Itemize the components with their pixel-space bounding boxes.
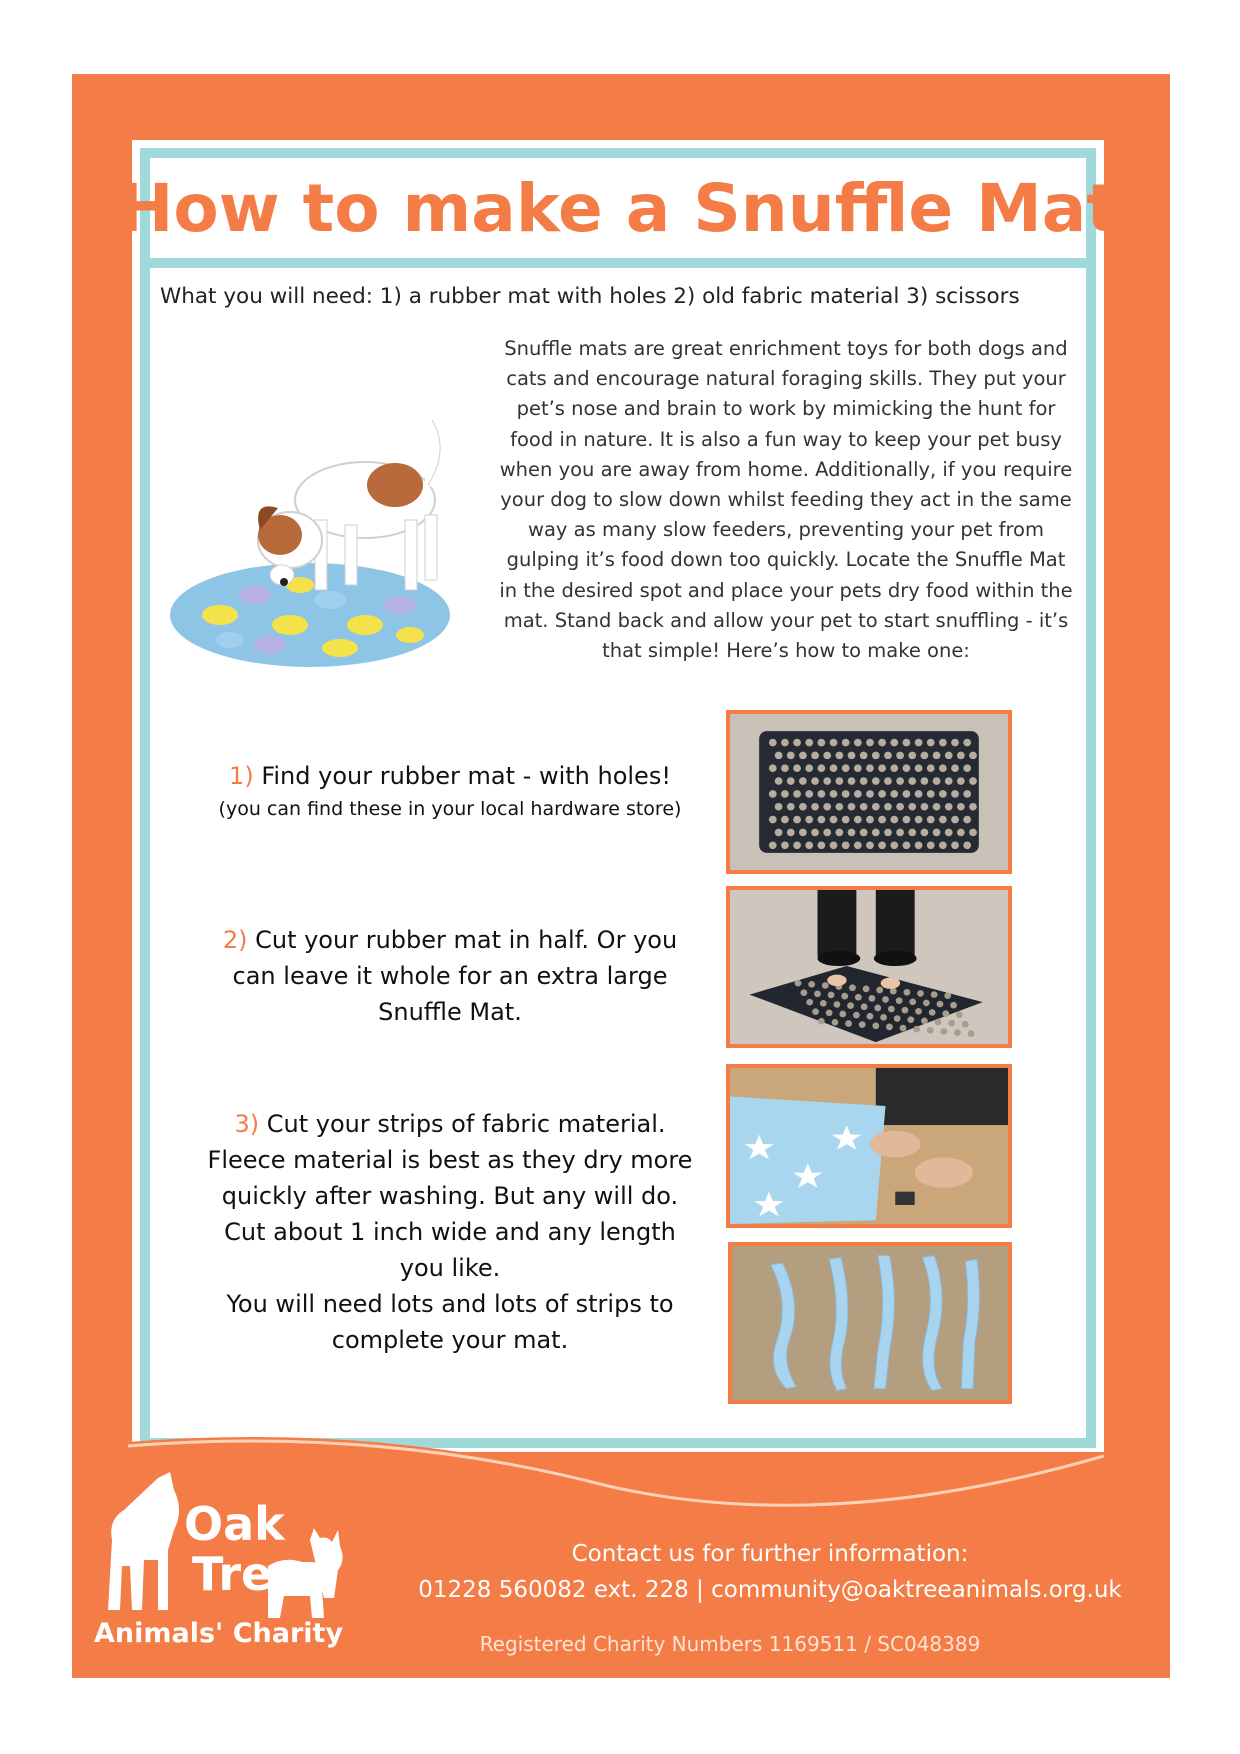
step-text: Cut your strips of fabric material. Fleece material is best as they dry more quickly after washing. But any will do. Cut about 1 inch wide and any length you like.: [207, 1110, 693, 1282]
cutting-mat-photo: [726, 886, 1012, 1048]
dog: [258, 420, 440, 590]
horse-silhouette-icon: [108, 1472, 179, 1610]
step-note: (you can find these in your local hardware store): [218, 798, 682, 820]
step-text: Find your rubber mat - with holes!: [261, 762, 671, 790]
page-title: How to make a Snuffle Mat: [118, 169, 1118, 247]
cutting-fabric-photo: [726, 1064, 1012, 1228]
logo-text-oak: Oak: [184, 1497, 285, 1551]
contact-phone: 01228 560082 ext. 228: [418, 1577, 689, 1603]
contact-email-link[interactable]: community@oaktreeanimals.org.uk: [711, 1577, 1122, 1603]
logo-text-tree: Tree: [192, 1547, 304, 1601]
intro-paragraph: Snuffle mats are great enrichment toys for both dogs and cats and encourage natural foraging skills. They put your pet’s nose and brain to work by mimicking the hunt for food in nature. It is also a fun way to keep your pet busy when you are away from home. Additionally, if you require your dog to slow down whilst feeding they act in the same way as many slow feeders, preventing your pet from gulping it’s food down too quickly. Locate the Snuffle Mat in the desired spot and place your pets dry food within the mat. Stand back and allow your pet to start snuffling - it’s that simple! Here’s how to make one:: [499, 337, 1073, 663]
materials-list: What you will need: 1) a rubber mat with holes 2) old fabric material 3) scissors: [160, 284, 1020, 309]
step-1: [200, 758, 700, 824]
contact-heading: Contact us for further information:: [571, 1541, 969, 1567]
logo-text-charity: Animals' Charity: [94, 1618, 344, 1649]
oak-tree-logo: [88, 1470, 360, 1656]
step-text: Cut your rubber mat in half. Or you can leave it whole for an extra large Snuffle Mat.: [232, 926, 678, 1026]
contact-info: [380, 1536, 1160, 1608]
fabric-strips-photo: [728, 1242, 1012, 1404]
rubber-mat-photo: [726, 710, 1012, 874]
step-number: 1): [229, 762, 254, 790]
step-3: [200, 1106, 700, 1358]
step-number: 3): [234, 1110, 260, 1138]
step-note: You will need lots and lots of strips to complete your mat.: [226, 1290, 674, 1354]
step-number: 2): [222, 926, 248, 954]
charity-registration: Registered Charity Numbers 1169511 / SC048389: [479, 1632, 981, 1656]
dog-snuffle-mat-image: [160, 390, 490, 690]
contact-separator: |: [696, 1577, 704, 1603]
step-2: [200, 922, 700, 1030]
title-box: [118, 158, 1118, 268]
